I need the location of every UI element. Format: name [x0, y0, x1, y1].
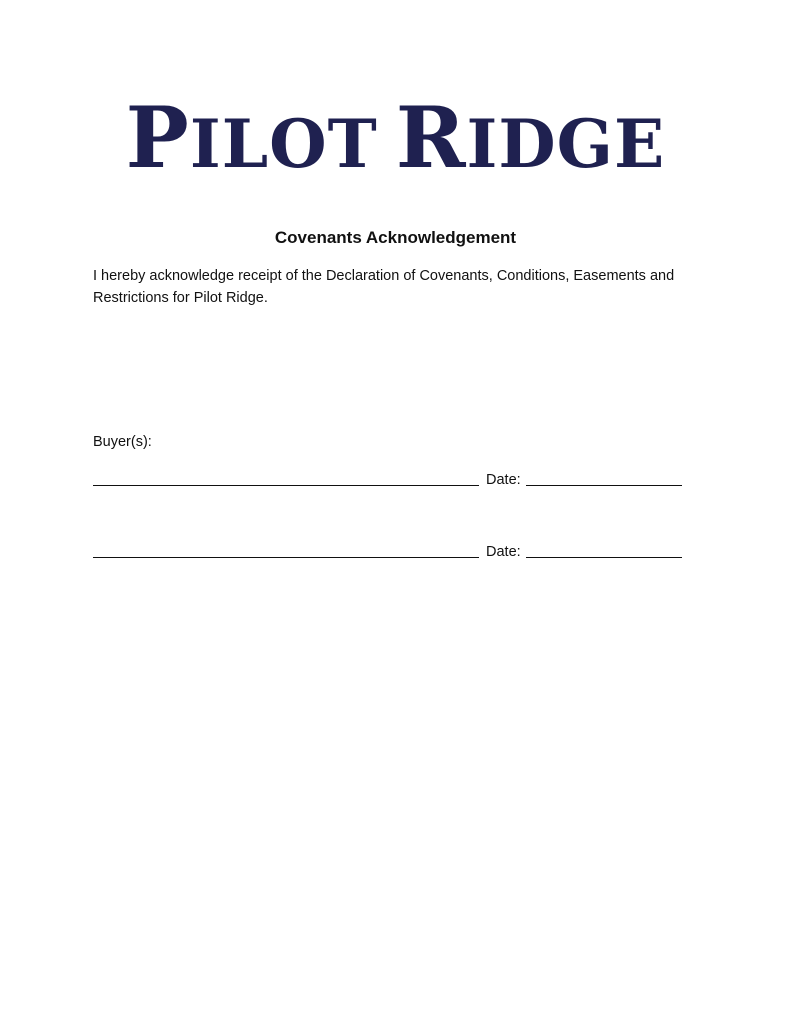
date-label: Date:	[486, 544, 521, 560]
date-line[interactable]	[526, 485, 682, 486]
signature-row	[93, 540, 693, 562]
signature-line[interactable]	[93, 557, 479, 558]
signature-line[interactable]	[93, 485, 479, 486]
signature-row	[93, 468, 693, 490]
date-label: Date:	[486, 472, 521, 488]
logo-word-pilot: PILOT	[125, 88, 378, 187]
acknowledgement-text: I hereby acknowledge receipt of the Declaration of Covenants, Conditions, Easements and Restrictions for Pilot Ridge.	[93, 268, 675, 306]
logo-word-ridge: RIDGE	[395, 88, 666, 187]
pilot-ridge-logo	[0, 88, 791, 187]
buyers-label: Buyer(s):	[93, 434, 152, 450]
date-line[interactable]	[526, 557, 682, 558]
document-title: Covenants Acknowledgement	[274, 228, 517, 247]
